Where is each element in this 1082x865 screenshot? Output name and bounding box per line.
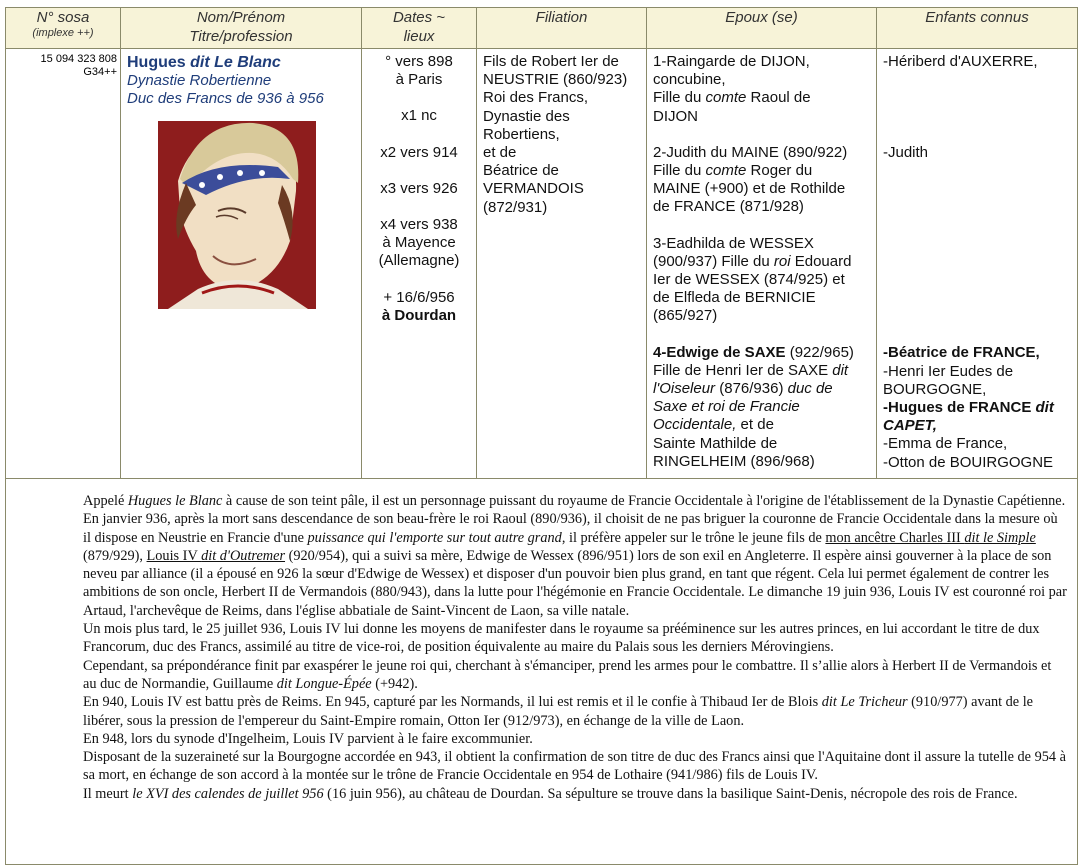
bio-paragraph: Il meurt le XVI des calendes de juillet 956 (16 juin 956), au château de Dourdan. Sa sépulture se trouve dans la basilique Saint-Denis, nécropole des rois de France. [83,785,1018,802]
portrait-image [158,121,316,309]
spouses-cell: 1-Raingarde de DIJON, concubine, Fille du comte Raoul de DIJON 2-Judith du MAINE (890/922) Fille du comte Roger du MAINE (+900) et de Rothilde de FRANCE (871/928) 3-Eadhilda de WESSEX (900/937) Fille du roi Edouard Ier de WESSEX (874/925) et de Elfleda de BERNICIE (865/927) 4-Edwige de SAXE (922/965) Fille de Henri Ier de SAXE dit l'Oiseleur (876/936) duc de Saxe et roi de Francie Occidentale, et de Sainte Mathilde de RINGELHEIM (896/968) [647,49,877,479]
bio-paragraph: En 940, Louis IV est battu près de Reims. En 945, capturé par les Normands, il lui est remis et il le confie à Thibaud Ier de Blois dit Le Tricheur (910/977) avant de le libérer, sous la pression de l'empereur du Saint-Empire romain, Otton Ier (912/973), en échange de la ville de Laon. [83,694,1034,729]
bio-paragraph: Disposant de la suzeraineté sur la Bourgogne accordée en 943, il obtient la confirmation de son titre de duc des Francs ainsi que l'Aquitaine dont il assure la tutelle de 954 à sa mort, en échange de son accord à la montée sur le trône de Francie Occidentale en 954 de Lothaire (941/986) fils de Louis IV. [83,749,1066,784]
bio-paragraph: En 948, lors du synode d'Ingelheim, Louis IV parvient à le faire excommunier. [83,730,533,747]
children-cell: -Hériberd d'AUXERRE, -Judith -Béatrice de FRANCE, -Henri Ier Eudes de BOURGOGNE, -Hugues de FRANCE dit CAPET, -Emma de France, -Otton de BOUIRGOGNE [877,49,1078,479]
dates-cell: ° vers 898 à Paris x1 nc x2 vers 914 x3 vers 926 x4 vers 938 à Mayence (Allemagne) + 16/6/956 à Dourdan [362,49,477,479]
bio-paragraph: Appelé Hugues le Blanc à cause de son teint pâle, il est un personnage puissant du royaume de Francie Occidentale à l'origine de l'établissement de la Dynastie Capétienne. [83,493,1066,509]
header-dates: Dates ~ lieux [362,8,477,49]
header-enfants: Enfants connus [877,8,1078,49]
link-louis-iv[interactable]: Louis IV dit d'Outremer [146,547,286,564]
person-title: Duc des Francs de 936 à 956 [127,90,324,107]
person-row [6,49,1078,479]
sosa-cell: 15 094 323 808 G34++ [6,49,121,479]
table-header-row [6,8,1078,49]
header-epoux: Epoux (se) [647,8,877,49]
person-name: Hugues dit Le Blanc [127,54,281,71]
bio-paragraph: Un mois plus tard, le 25 juillet 936, Louis IV lui donne les moyens de manifester dans le royaume sa prééminence sur les autres princes, en lui accordant le titre de dux Francorum, duc des Francs, assimilé au titre de vice-roi, de position équivalente au maire du Palais sous les derniers Mérovingiens. [83,621,1040,656]
name-cell [121,49,362,479]
person-dynasty: Dynastie Robertienne [127,72,272,89]
link-charles-iii[interactable]: mon ancêtre Charles III dit le Simple [825,529,1036,546]
header-nom: Nom/Prénom Titre/profession [121,8,362,49]
bio-paragraph: Cependant, sa prépondérance finit par exaspérer le jeune roi qui, cherchant à s'émanciper, prend les armes pour le combattre. Il s’allie alors à Herbert II de Vermandois et au duc de Normandie, Guillaume dit Longue-Épée (+942). [83,657,1052,692]
header-filiation: Filiation [477,8,647,49]
header-sosa: N° sosa (implexe ++) [6,8,121,49]
filiation-cell: Fils de Robert Ier de NEUSTRIE (860/923) Roi des Francs, Dynastie des Robertiens, et de Béatrice de VERMANDOIS (872/931) [477,49,647,479]
biography-text [83,492,1068,803]
bio-paragraph: En janvier 936, après la mort sans descendance de son beau-frère le roi Raoul (890/936), il choisit de ne pas briguer la couronne de Francie Occidentale dans la mesure où il dispose en Neustrie en Francie d'une puissance qui l'emporte sur tout autre grand, il préfère appeler sur le trône le jeune fils de mon ancêtre Charles III dit le Simple (879/929), Louis IV dit d'Outremer (920/954), qui a suivi sa mère, Edwige de Wessex (896/951) lors de son exil en Angleterre. Il espère ainsi gouverner à la place de son neveu par alliance (il a épousé en 926 la sœur d'Edwige de Wessex) et disposer d'un pouvoir bien plus grand, en tant que régent. Cela lui permet également de contrer les ambitions de son oncle, Herbert II de Vermandois (880/943), dans la lutte pour l'hégémonie en Francie Occidentale. Le dimanche 19 juin 936, Louis IV est couronné roi par Artaud, l'archevêque de Reims, dans l'église abbatiale de Saint-Vincent de Laon, sa ville natale. [83,511,1067,619]
